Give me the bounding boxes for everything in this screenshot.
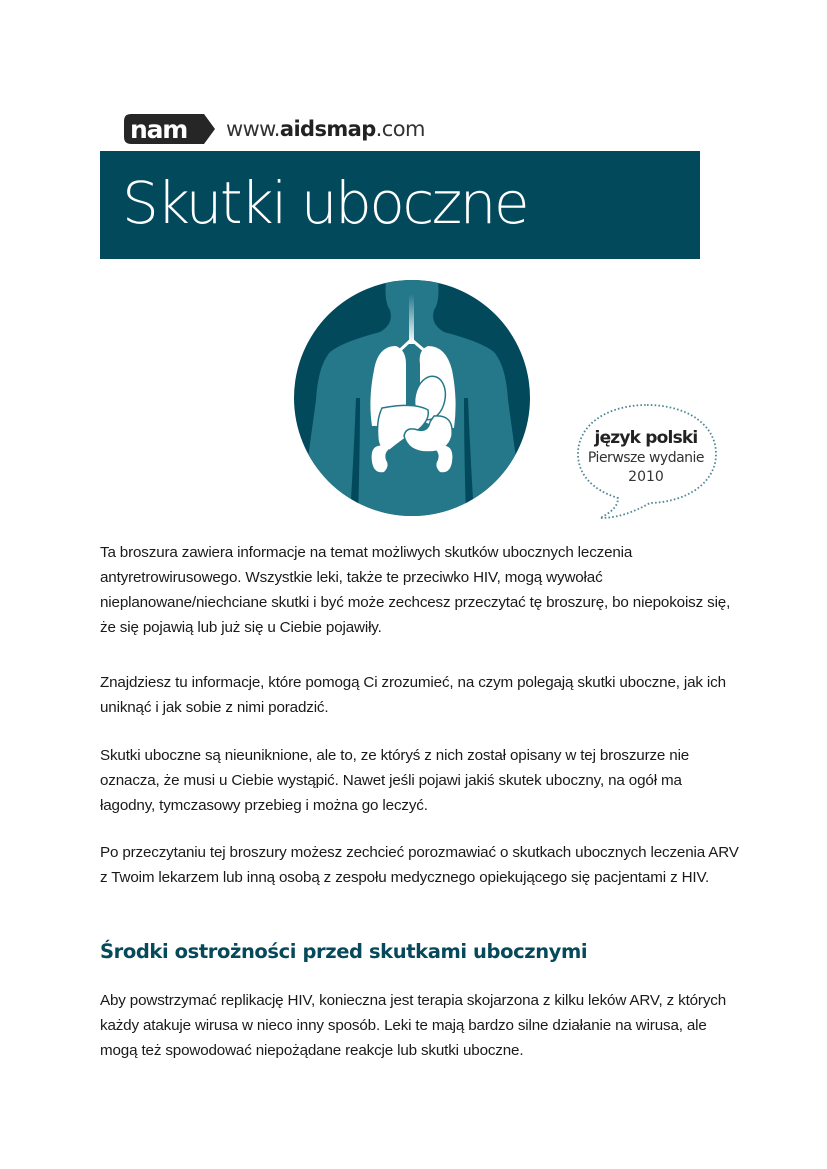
header-logo [124, 112, 425, 146]
url-bold: aidsmap [279, 117, 376, 141]
nam-logo [124, 114, 216, 144]
edition-label: Pierwsze wydanie [587, 450, 705, 466]
hero-illustration [294, 280, 530, 516]
edition-language: język polski [594, 428, 698, 448]
nam-logo-text: nam [130, 115, 188, 144]
intro-paragraph: Ta broszura zawiera informacje na temat możliwych skutków ubocznych leczenia antyretrowirusowego. Wszystkie leki, także te przeciwko HIV, mogą wywołać nieplanowane/niechciane skutki i być może zechcesz przeczytać tę broszurę, bo niepokoisz się, że się pojawią lub już się u Ciebie pojawiły. [100, 544, 731, 636]
section-heading: Środki ostrożności przed skutkami ubocznymi [100, 940, 588, 963]
site-url [226, 117, 425, 141]
edition-year: 2010 [628, 469, 664, 485]
edition-badge [574, 402, 720, 524]
url-prefix: www. [226, 117, 280, 141]
info-paragraph: Znajdziesz tu informacje, które pomogą Ci zrozumieć, na czym polegają skutki uboczne, jak ich uniknąć i jak sobie z nimi poradzić. [100, 674, 726, 716]
url-suffix: .com [375, 117, 425, 141]
nam-logo-badge-icon [124, 114, 216, 144]
title-banner [100, 151, 700, 259]
section-paragraph: Aby powstrzymać replikację HIV, konieczna jest terapia skojarzona z kilku leków ARV, z których każdy atakuje wirusa w nieco inny sposób. Leki te mają bardzo silne działanie na wirusa, ale mogą też spowodować niepożądane reakcje lub skutki uboczne. [100, 992, 727, 1059]
side-effects-paragraph: Skutki uboczne są nieuniknione, ale to, ze któryś z nich został opisany w tej broszurze nie oznacza, że musi u Ciebie wystąpić. Nawet jeśli pojawi jakiś skutek uboczny, na ogół ma łagodny, tymczasowy przebieg i można go leczyć. [100, 747, 690, 814]
doctor-paragraph: Po przeczytaniu tej broszury możesz zechcieć porozmawiać o skutkach ubocznych leczenia ARV z Twoim lekarzem lub inną osobą z zespołu medycznego opiekującego się pacjentami z HIV. [100, 844, 739, 886]
human-torso-organs-icon [294, 280, 530, 516]
page-title: Skutki uboczne [122, 169, 528, 237]
edition-badge-text [574, 428, 718, 486]
